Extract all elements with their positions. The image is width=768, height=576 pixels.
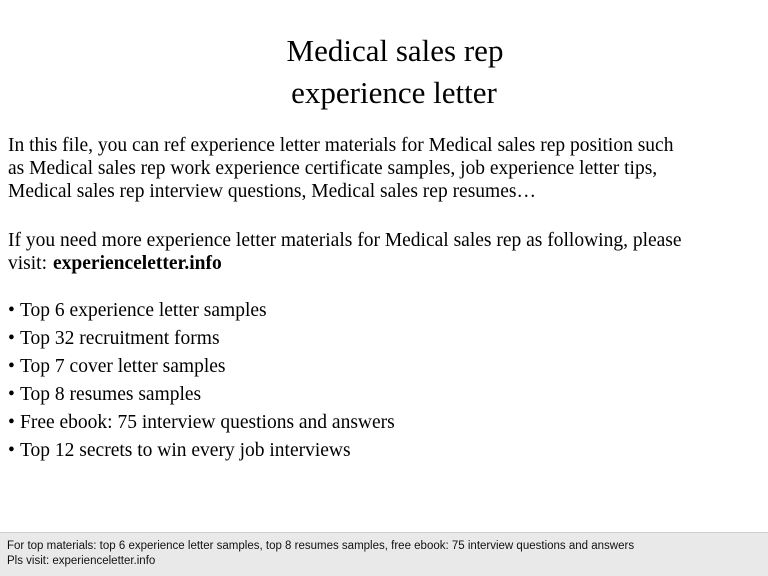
intro-line-2: as Medical sales rep work experience certificate samples, job experience letter tips, xyxy=(8,158,658,179)
bullet-icon: • xyxy=(8,328,15,349)
bullet-icon: • xyxy=(8,300,15,321)
intro-line-3: Medical sales rep interview questions, Medical sales rep resumes… xyxy=(8,181,536,202)
intro-paragraph xyxy=(8,134,764,203)
list-item-label: Top 12 secrets to win every job interviews xyxy=(20,440,351,461)
more-materials-paragraph xyxy=(8,229,764,275)
bullet-icon: • xyxy=(8,412,15,433)
bullet-icon: • xyxy=(8,384,15,405)
list-item-label: Free ebook: 75 interview questions and answers xyxy=(20,412,395,433)
footer-banner xyxy=(0,532,768,576)
title-line-2: experience letter xyxy=(291,75,497,110)
intro-line-1: In this file, you can ref experience letter materials for Medical sales rep position such xyxy=(8,135,674,156)
bullet-icon: • xyxy=(8,440,15,461)
site-link[interactable]: experienceletter.info xyxy=(53,253,222,274)
title-line-1: Medical sales rep xyxy=(286,33,504,68)
list-item-label: Top 8 resumes samples xyxy=(20,384,202,405)
list-item xyxy=(8,325,764,353)
list-item-label: Top 7 cover letter samples xyxy=(20,356,226,377)
list-item xyxy=(8,297,764,325)
more-line-2 xyxy=(8,252,764,275)
list-item xyxy=(8,437,764,465)
list-item xyxy=(8,353,764,381)
page-title xyxy=(0,30,768,114)
list-item-label: Top 6 experience letter samples xyxy=(20,300,267,321)
list-item xyxy=(8,409,764,437)
list-item xyxy=(8,381,764,409)
visit-label: visit: xyxy=(8,253,48,274)
footer-line-2: Pls visit: experienceletter.info xyxy=(7,555,156,567)
list-item-label: Top 32 recruitment forms xyxy=(20,328,220,349)
materials-list xyxy=(8,297,764,465)
more-line-1: If you need more experience letter materials for Medical sales rep as following, please xyxy=(8,230,682,251)
footer-line-1: For top materials: top 6 experience letter samples, top 8 resumes samples, free ebook: 75 interview questions and answers xyxy=(7,540,635,552)
bullet-icon: • xyxy=(8,356,15,377)
